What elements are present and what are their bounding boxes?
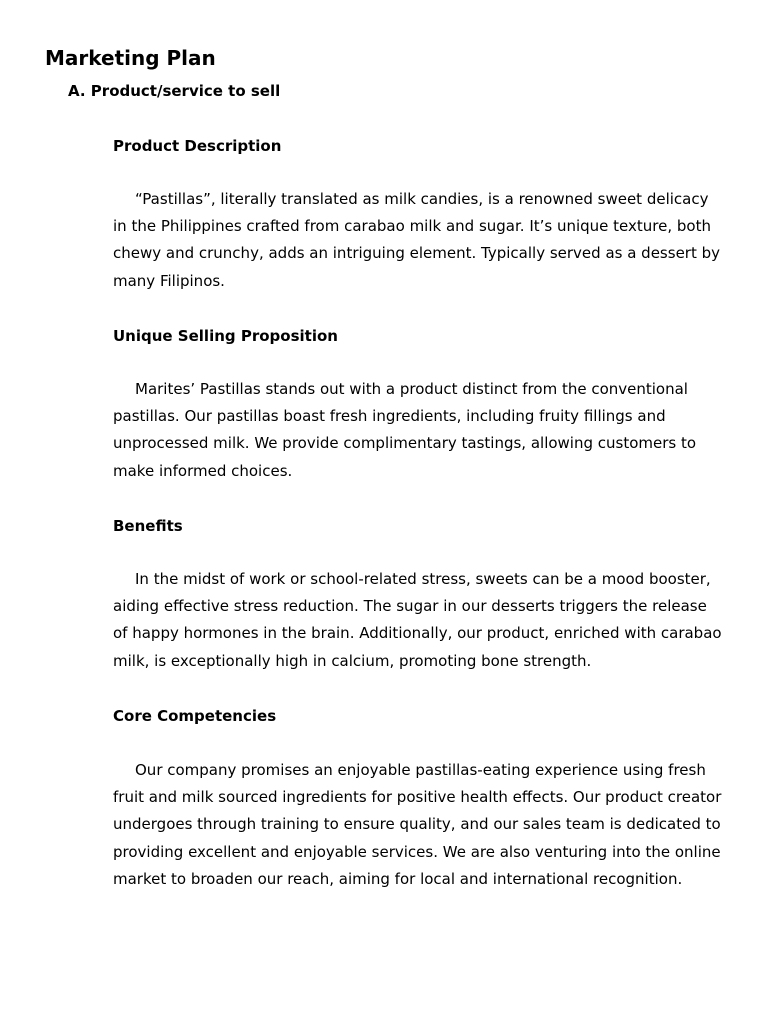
subsection-heading-core-competencies: Core Competencies bbox=[113, 707, 277, 725]
section-heading-product-service: A. Product/service to sell bbox=[68, 82, 281, 100]
paragraph-product-description: “Pastillas”, literally translated as milk candies, is a renowned sweet delicacy in the Philippines crafted from carabao milk and sugar. It’s unique texture, both chewy and crunchy, adds an intriguing element. Typically served as a dessert by many Filipinos. bbox=[113, 190, 721, 290]
document-title: Marketing Plan bbox=[45, 46, 216, 70]
paragraph-unique-selling-proposition: Marites’ Pastillas stands out with a product distinct from the conventional pastillas. Our pastillas boast fresh ingredients, including fruity fillings and unprocessed milk. We provide complimentary tastings, allowing customers to make informed choices. bbox=[113, 380, 697, 480]
subsection-heading-benefits: Benefits bbox=[113, 517, 183, 535]
paragraph-core-competencies: Our company promises an enjoyable pastillas-eating experience using fresh fruit and milk sourced ingredients for positive health effects. Our product creator undergoes through training to ensure quality, and our sales team is dedicated to providing excellent and enjoyable services. We are also venturing into the online market to broaden our reach, aiming for local and international recognition. bbox=[113, 761, 722, 888]
subsection-heading-unique-selling-proposition: Unique Selling Proposition bbox=[113, 327, 338, 345]
paragraph-benefits: In the midst of work or school-related stress, sweets can be a mood booster, aiding effective stress reduction. The sugar in our desserts triggers the release of happy hormones in the brain. Additionally, our product, enriched with carabao milk, is exceptionally high in calcium, promoting bone strength. bbox=[113, 570, 722, 670]
subsection-heading-product-description: Product Description bbox=[113, 137, 282, 155]
